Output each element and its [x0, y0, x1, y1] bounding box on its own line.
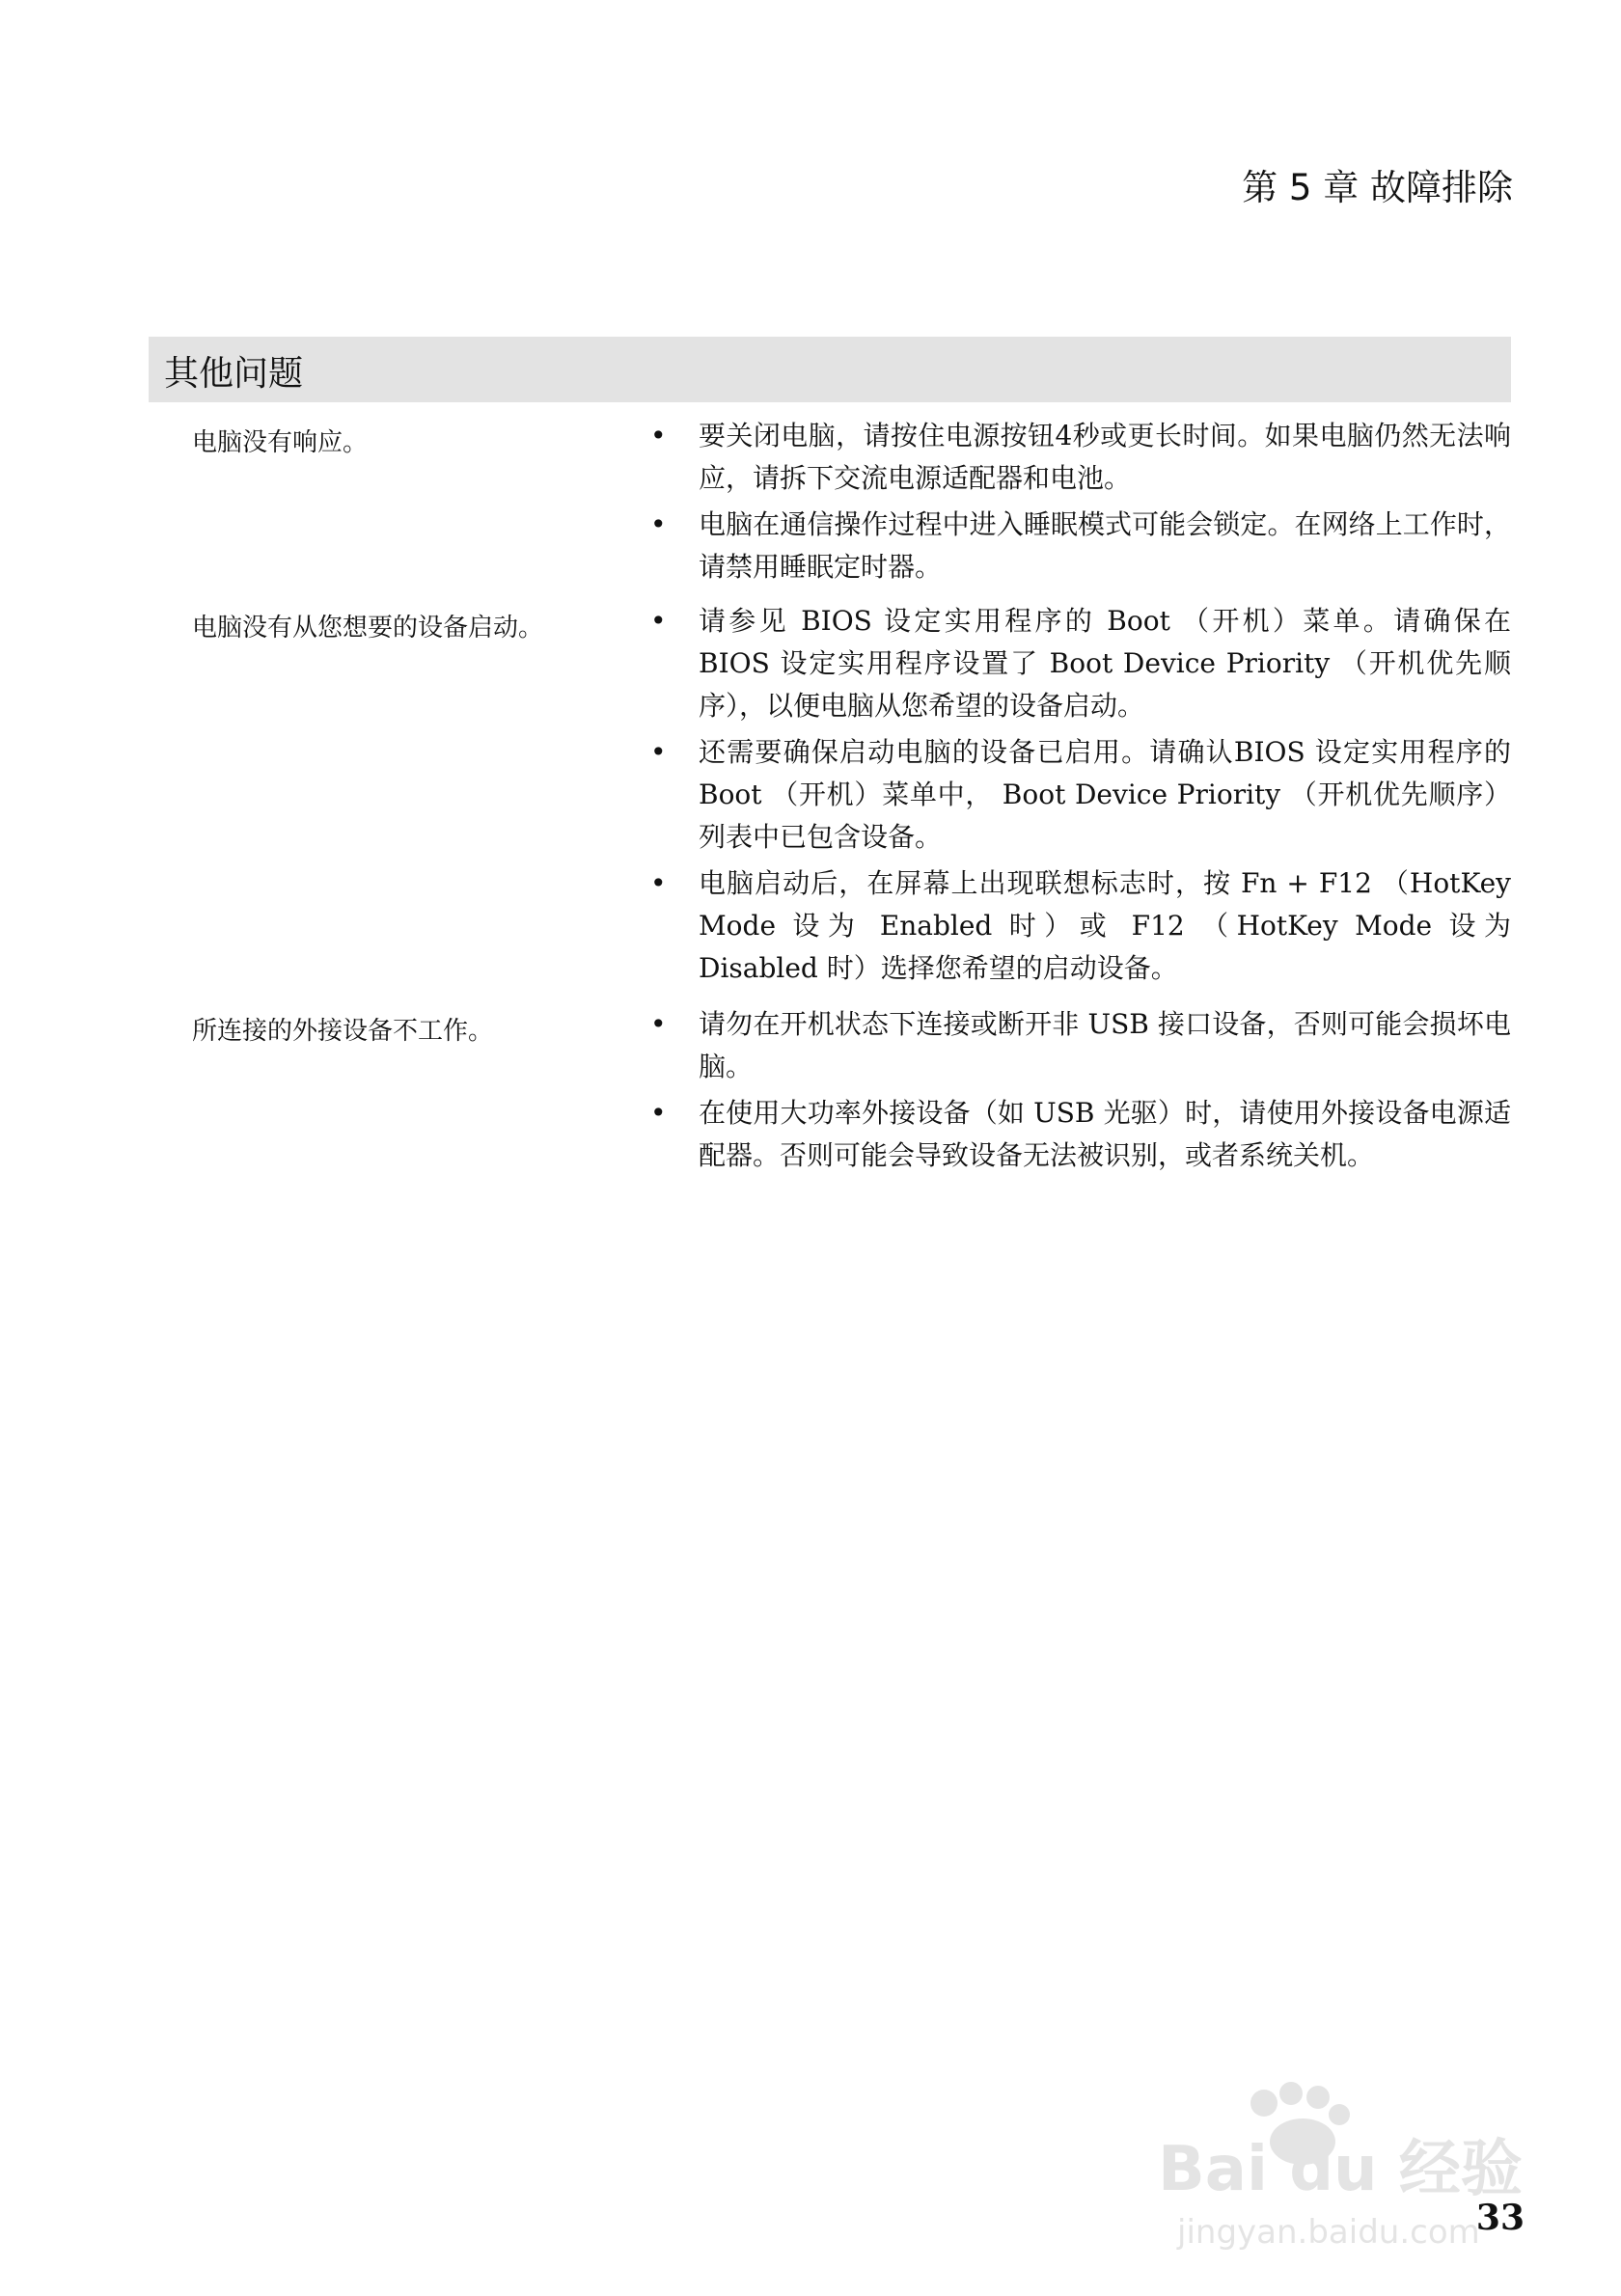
solution-item [650, 1092, 1511, 1177]
solution-item [650, 600, 1511, 727]
solution-text: 在使用大功率外接设备（如 USB 光驱）时，请使用外接设备电源适配器。否则可能会导致设备无法被识别，或者系统关机。 [699, 1097, 1511, 1171]
section-header-bar [149, 337, 1511, 402]
bullet-icon: • [650, 605, 667, 637]
solution-list [650, 415, 1511, 592]
problem-label: 电脑没有从您想要的设备启动。 [192, 614, 544, 642]
bullet-icon: • [650, 1008, 667, 1040]
solution-text: 请参见 BIOS 设定实用程序的 Boot （开机）菜单。请确保在 BIOS 设定实用程序设置了 Boot Device Priority （开机优先顺序），以便电脑从您希望的设备启动。 [699, 605, 1511, 722]
bullet-icon: • [650, 736, 667, 768]
page-number: 33 [1475, 2198, 1525, 2238]
solution-text: 要关闭电脑，请按住电源按钮4秒或更长时间。如果电脑仍然无法响应，请拆下交流电源适配器和电池。 [699, 420, 1511, 494]
bullet-icon: • [650, 867, 667, 899]
bullet-icon: • [650, 1097, 667, 1129]
problem-label: 所连接的外接设备不工作。 [192, 1017, 494, 1046]
watermark-url: jingyan.baidu.com [1177, 2213, 1480, 2252]
solution-list [650, 1003, 1511, 1181]
solution-text: 电脑在通信操作过程中进入睡眠模式可能会锁定。在网络上工作时，请禁用睡眠定时器。 [699, 508, 1511, 583]
solution-item [650, 1003, 1511, 1088]
solution-item [650, 415, 1511, 500]
bullet-icon: • [650, 508, 667, 540]
solution-text: 还需要确保启动电脑的设备已启用。请确认BIOS 设定实用程序的 Boot （开机）菜单中， Boot Device Priority （开机优先顺序）列表中已包含设备。 [699, 736, 1511, 853]
problem-label: 电脑没有响应。 [192, 428, 369, 457]
solution-list [650, 600, 1511, 994]
bullet-icon: • [650, 420, 667, 451]
solution-item [650, 862, 1511, 990]
solution-text: 电脑启动后，在屏幕上出现联想标志时，按 Fn + F12 （HotKey Mode 设为 Enabled 时）或 F12 （HotKey Mode 设为 Disabled 时）选择您希望的启动设备。 [699, 867, 1511, 984]
watermark-text: Bai du 经验 [1158, 2134, 1523, 2205]
solution-item [650, 731, 1511, 859]
solution-item [650, 504, 1511, 588]
solution-text: 请勿在开机状态下连接或断开非 USB 接口设备，否则可能会损坏电脑。 [699, 1008, 1511, 1082]
chapter-header: 第 5 章 故障排除 [1242, 167, 1513, 208]
section-title: 其他问题 [164, 354, 304, 394]
